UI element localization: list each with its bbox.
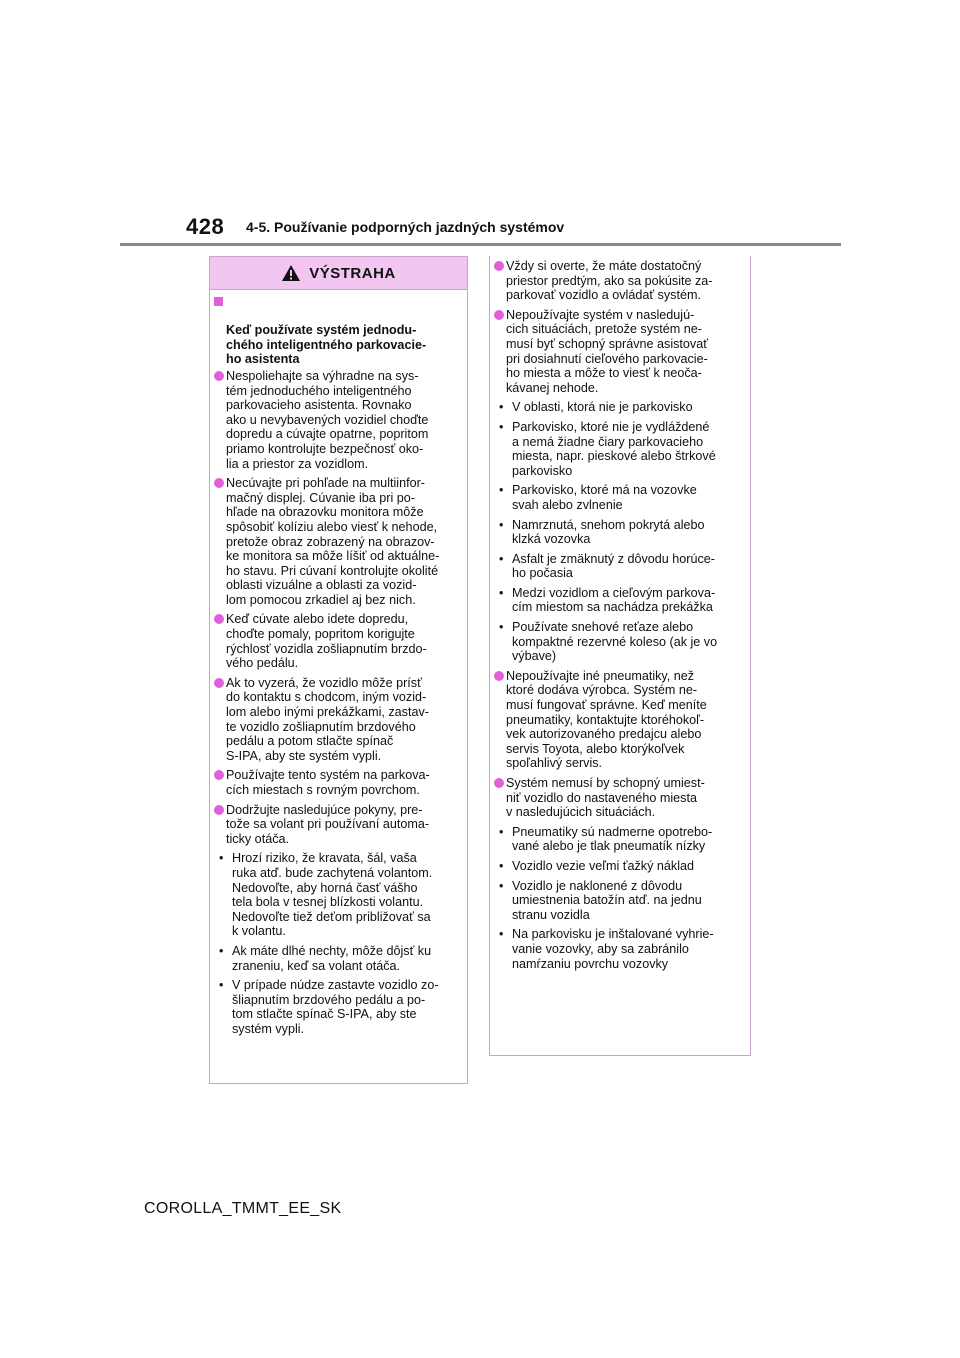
magenta-dot-icon	[214, 478, 224, 488]
warning-text: Parkovisko, ktoré nie je vydláždené a nemá žiadne čiary parkovacieho miesta, napr. pieskové alebo štrkové parkovisko	[512, 419, 716, 478]
document-code: COROLLA_TMMT_EE_SK	[144, 1200, 342, 1217]
warning-triangle-icon	[281, 264, 301, 282]
warning-text: Vždy si overte, že máte dostatočný priestor predtým, ako sa pokúsite za- parkovať vozidlo a ovládať systém.	[506, 259, 713, 303]
bullet-icon: •	[499, 620, 504, 635]
bullet-icon: •	[499, 878, 504, 893]
warning-left-column	[214, 294, 464, 1042]
warning-heading	[214, 294, 464, 367]
magenta-dot-icon	[214, 805, 224, 815]
warning-paragraph	[494, 669, 748, 771]
warning-sub-item	[494, 825, 748, 854]
warning-sub-item	[494, 552, 748, 581]
warning-paragraph	[494, 259, 748, 303]
warning-sub-item	[494, 586, 748, 615]
warning-text: Parkovisko, ktoré má na vozovke svah alebo zvlnenie	[512, 483, 697, 512]
warning-text: Pneumatiky sú nadmerne opotrebo- vané alebo je tlak pneumatík nízky	[512, 824, 713, 854]
warning-right-column	[494, 259, 748, 976]
warning-sub-item	[214, 851, 464, 939]
warning-sub-item	[214, 944, 464, 973]
warning-paragraph	[214, 476, 464, 607]
warning-sub-item	[494, 420, 748, 478]
warning-text: Dodržujte nasledujúce pokyny, pre- tože sa volant pri používaní automa- ticky otáča.	[226, 802, 430, 846]
warning-text: Hrozí riziko, že kravata, šál, vaša ruka atď. bude zachytená volantom. Nedovoľte, aby horná časť vášho tela bola v tesnej blízkosti volantu. Nedovoľte tiež deťom približovať sa k volantu.	[232, 851, 433, 939]
warning-text: Necúvajte pri pohľade na multiinfor- mačný displej. Cúvanie iba pri po- hľade na obrazovku monitora môže spôsobiť kolíziu alebo viesť k nehode, pretože obraz zobrazený na obrazov- ke monitora sa môže líšiť od aktuálne- ho stavu. Pri cúvaní kontrolujte okolité oblasti vizuálne a oblasti za vozid- lom pomocou zrkadiel aj bez nich.	[226, 476, 440, 607]
warning-sub-item	[494, 927, 748, 971]
bullet-icon: •	[499, 585, 504, 600]
warning-text: Ak máte dlhé nechty, môže dôjsť ku zraneniu, keď sa volant otáča.	[232, 943, 432, 973]
bullet-icon: •	[499, 858, 504, 873]
warning-sub-item	[214, 978, 464, 1036]
bullet-icon: •	[499, 400, 504, 415]
bullet-icon: •	[499, 483, 504, 498]
warning-paragraph	[214, 676, 464, 764]
warning-sub-item	[494, 859, 748, 874]
warning-paragraph	[214, 768, 464, 797]
warning-text: V oblasti, ktorá nie je parkovisko	[512, 400, 693, 415]
warning-text: Na parkovisku je inštalované vyhrie- vanie vozovky, aby sa zabránilo namŕzaniu povrchu vozovky	[512, 927, 714, 971]
warning-paragraph	[494, 308, 748, 396]
bullet-icon: •	[499, 927, 504, 942]
warning-label: VÝSTRAHA	[309, 264, 396, 282]
warning-sub-item	[494, 400, 748, 415]
bullet-icon: •	[499, 551, 504, 566]
warning-text: Nespoliehajte sa výhradne na sys- tém jednoduchého inteligentného parkovacieho asistenta. Rovnako ako u nevybavených vozidiel choďte dopredu a cúvajte opatrne, popritom priamo kontrolujte bezpečnosť oko- lia a priestor za vozidlom.	[226, 368, 429, 471]
warning-text: Nepoužívajte systém v nasledujú- cich situáciách, pretože systém ne- musí byť schopný správne asistovať pri dosiahnutí cieľového parkovacie- ho miesta a môže to viesť k neoča- kávanej nehode.	[506, 307, 708, 395]
magenta-dot-icon	[214, 371, 224, 381]
warning-text: Vozidlo vezie veľmi ťažký náklad	[512, 858, 694, 873]
warning-text: Ak to vyzerá, že vozidlo môže prísť do kontaktu s chodcom, iným vozid- lom alebo inými prekážkami, zastav- te vozidlo zošliapnutím brzdového pedálu a potom stlačte spínač S-IPA, aby ste systém vypli.	[226, 675, 429, 763]
warning-text: Namrznutá, snehom pokrytá alebo klzká vozovka	[512, 517, 705, 547]
warning-sub-item	[494, 879, 748, 923]
bullet-icon: •	[499, 824, 504, 839]
header-rule	[120, 243, 841, 246]
warning-text: Používajte tento systém na parkova- cích miestach s rovným povrchom.	[226, 768, 430, 797]
bullet-icon: •	[499, 419, 504, 434]
warning-paragraph	[214, 612, 464, 670]
warning-text: Používate snehové reťaze alebo kompaktné rezervné koleso (ak je vo výbave)	[512, 620, 718, 664]
magenta-dot-icon	[214, 770, 224, 780]
bullet-icon: •	[219, 851, 224, 866]
bullet-icon: •	[219, 943, 224, 958]
warning-text: Keď cúvate alebo idete dopredu, choďte pomaly, popritom korigujte rýchlosť vozidla zošliapnutím brzdo- vého pedálu.	[226, 612, 427, 671]
bullet-icon: •	[499, 517, 504, 532]
warning-text: V prípade núdze zastavte vozidlo zo- šliapnutím brzdového pedálu a po- tom stlačte spínač S-IPA, aby ste systém vypli.	[232, 978, 439, 1036]
warning-text: Medzi vozidlom a cieľovým parkova- cím miestom sa nachádza prekážka	[512, 585, 716, 615]
warning-sub-item	[494, 518, 748, 547]
warning-heading-text: Keď používate systém jednodu- chého inteligentného parkovacie- ho asistenta	[226, 323, 427, 367]
warning-text: Nepoužívajte iné pneumatiky, než ktoré dodáva výrobca. Systém ne- musí fungovať správne. Keď meníte pneumatiky, kontaktujte ktoréhokoľ- vek autorizovaného predajcu alebo servis Toyota, alebo ktorýkoľvek spoľahlivý servis.	[506, 668, 707, 771]
warning-paragraph	[494, 776, 748, 820]
magenta-square-icon	[214, 297, 223, 306]
magenta-dot-icon	[494, 778, 504, 788]
page-number: 428	[186, 214, 225, 239]
warning-text: Vozidlo je naklonené z dôvodu umiestnenia batožín atď. na jednu stranu vozidla	[512, 878, 702, 922]
magenta-dot-icon	[214, 678, 224, 688]
warning-sub-item	[494, 620, 748, 664]
warning-header	[210, 257, 467, 290]
magenta-dot-icon	[494, 261, 504, 271]
magenta-dot-icon	[494, 671, 504, 681]
warning-paragraph	[214, 369, 464, 471]
bullet-icon: •	[219, 978, 224, 993]
magenta-dot-icon	[214, 614, 224, 624]
warning-sub-item	[494, 483, 748, 512]
magenta-dot-icon	[494, 310, 504, 320]
warning-text: Systém nemusí by schopný umiest- niť vozidlo do nastaveného miesta v nasledujúcich situáciách.	[506, 776, 705, 820]
warning-text: Asfalt je zmäknutý z dôvodu horúce- ho počasia	[512, 551, 716, 581]
warning-paragraph	[214, 803, 464, 847]
section-title: 4-5. Používanie podporných jazdných systémov	[246, 219, 565, 235]
